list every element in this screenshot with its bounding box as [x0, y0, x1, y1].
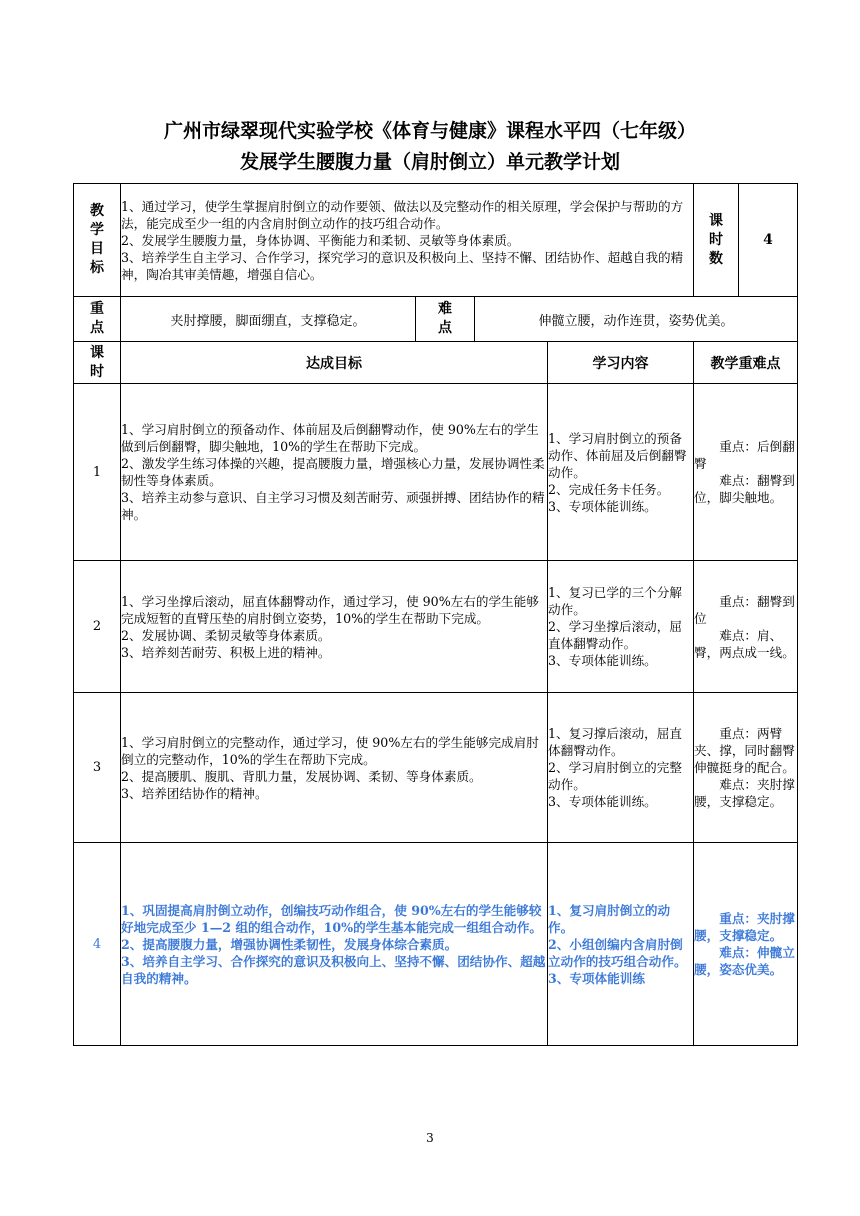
lesson-goals	[121, 384, 548, 561]
goal-line: 2、发展协调、柔韧灵敏等身体素质。	[121, 627, 331, 643]
lesson-number: 2	[74, 561, 121, 693]
goal-line: 2、提高腰肌、腹肌、背肌力量，发展协调、柔韧、等身体素质。	[121, 768, 482, 784]
goal-line: 3、培养主动参与意识、自主学习习惯及刻苦耐劳、顽强拼搏、团结协作的精神。	[121, 490, 545, 522]
label-char: 点	[90, 320, 104, 336]
lessons-header-row	[74, 342, 798, 384]
lesson-number: 4	[74, 843, 121, 1046]
lesson-row	[74, 843, 798, 1046]
lesson-content	[548, 843, 694, 1046]
label-char: 课	[709, 212, 724, 229]
content-line: 1、复习已学的三个分解动作。	[548, 585, 682, 617]
goal-line: 1、学习肩肘倒立的完整动作，通过学习，使 90%左右的学生能够完成肩肘倒立的完整动作，10%的学生在帮助下完成。	[121, 734, 539, 767]
lesson-header	[74, 342, 121, 384]
label-char: 目	[90, 241, 104, 257]
label-char: 数	[709, 250, 724, 267]
label-char: 标	[90, 260, 104, 276]
label-char: 时	[709, 231, 724, 248]
key-points-label	[74, 297, 121, 342]
unit-plan-table	[73, 183, 798, 1046]
goal-line: 1、学习坐撑后滚动，屈直体翻臀动作，通过学习，使 90%左右的学生能够完成短暂的直臂压垫的肩肘倒立姿势，10%的学生在帮助下完成。	[121, 593, 539, 626]
content-line: 1、复习撑后滚动，屈直体翻臀动作。	[548, 726, 682, 758]
content-line: 2、小组创编内含肩肘倒立动作的技巧组合动作。	[548, 936, 687, 969]
hours-value: 4	[739, 184, 798, 297]
objective-line: 3、培养学生自主学习、合作学习，探究学习的意识及积极向上、坚持不懈、团结协作、超越自我的精神，陶冶其审美情趣，增强自信心。	[121, 249, 684, 282]
page-number: 3	[426, 1131, 434, 1145]
label-char: 教	[90, 203, 104, 219]
goal-line: 3、培养自主学习、合作探究的意识及积极向上、坚持不懈、团结协作、超越自我的精神。	[121, 953, 546, 986]
content-line: 1、学习肩肘倒立的预备动作、体前屈及后倒翻臀动作。	[548, 430, 687, 480]
lesson-content	[548, 384, 694, 561]
label-char: 学	[90, 222, 104, 238]
key-points-text: 夹肘撑腰，脚面绷直，支撑稳定。	[121, 297, 416, 342]
content-line: 3、专项体能训练。	[548, 498, 657, 514]
lesson-content	[548, 693, 694, 843]
label-char: 难	[438, 301, 452, 317]
difficulty-text: 伸髋立腰，动作连贯，姿势优美。	[475, 297, 798, 342]
objectives-text	[121, 184, 694, 297]
keypoint-line: 重点：两臂夹、撑，同时翻臀伸髋挺身的配合。	[694, 726, 795, 775]
lesson-row	[74, 384, 798, 561]
keypoint-line: 难点：夹肘撑腰，支撑稳定。	[694, 777, 795, 809]
content-line: 3、专项体能训练。	[548, 653, 657, 668]
objective-line: 2、发展学生腰腹力量，身体协调、平衡能力和柔韧、灵敏等身体素质。	[121, 232, 520, 248]
keypoint-line: 重点：夹肘撑腰，支撑稳定。	[694, 911, 795, 943]
lesson-content	[548, 561, 694, 693]
objectives-label	[74, 184, 121, 297]
label-char: 时	[90, 363, 104, 380]
content-line: 3、专项体能训练	[548, 970, 645, 986]
content-line: 2、学习坐撑后滚动，屈直体翻臀动作。	[548, 619, 682, 651]
lesson-number: 3	[74, 693, 121, 843]
goal-line: 2、激发学生练习体操的兴趣，提高腰腹力量，增强核心力量，发展协调性柔韧性等身体素质。	[121, 456, 545, 488]
hours-label	[694, 184, 739, 297]
difficulty-label	[416, 297, 475, 342]
lesson-goals	[121, 843, 548, 1046]
label-char: 点	[438, 320, 452, 336]
lesson-goals	[121, 561, 548, 693]
content-line: 3、专项体能训练。	[548, 794, 657, 809]
focus-row	[74, 297, 798, 342]
goal-header: 达成目标	[121, 342, 548, 384]
goal-line: 2、提高腰腹力量，增强协调性柔韧性，发展身体综合素质。	[121, 936, 458, 952]
lesson-keypoints	[694, 561, 798, 693]
page-title-line-1: 广州市绿翠现代实验学校《体育与健康》课程水平四（七年级）	[163, 120, 696, 142]
content-line: 2、学习肩肘倒立的完整动作。	[548, 760, 682, 792]
keypoint-line: 重点：后倒翻臀	[694, 439, 795, 471]
lesson-keypoints	[694, 843, 798, 1046]
content-line: 2、完成任务卡任务。	[548, 481, 670, 497]
content-line: 1、复习肩肘倒立的动作。	[548, 902, 671, 935]
lesson-goals	[121, 693, 548, 843]
goal-line: 1、巩固提高肩肘倒立动作，创编技巧动作组合，使 90%左右的学生能够较好地完成至少 1—2 组的组合动作，10%的学生基本能完成一组组合动作。	[121, 902, 543, 935]
lesson-number: 1	[74, 384, 121, 561]
lesson-row	[74, 561, 798, 693]
keypoint-line: 难点：翻臀到位，脚尖触地。	[694, 473, 795, 505]
goal-line: 3、培养团结协作的精神。	[121, 785, 268, 801]
keypoint-line: 难点：肩、臀，两点成一线。	[694, 627, 795, 660]
objective-line: 1、通过学习，使学生掌握肩肘倒立的动作要领、做法以及完整动作的相关原理，学会保护与帮助的方法，能完成至少一组的内含肩肘倒立动作的技巧组合动作。	[121, 198, 684, 231]
objectives-row	[74, 184, 798, 297]
goal-line: 3、培养刻苦耐劳、积极上进的精神。	[121, 644, 331, 660]
keypoints-header: 教学重难点	[694, 342, 798, 384]
content-header: 学习内容	[548, 342, 694, 384]
page-title-line-2: 发展学生腰腹力量（肩肘倒立）单元教学计划	[239, 151, 620, 173]
lesson-keypoints	[694, 384, 798, 561]
goal-line: 1、学习肩肘倒立的预备动作、体前屈及后倒翻臀动作，使 90%左右的学生做到后倒翻臀，脚尖触地，10%的学生在帮助下完成。	[121, 422, 539, 454]
lesson-row	[74, 693, 798, 843]
keypoint-line: 重点：翻臀到位	[694, 593, 795, 626]
lesson-keypoints	[694, 693, 798, 843]
label-char: 课	[90, 344, 104, 361]
keypoint-line: 难点：伸髋立腰，姿态优美。	[694, 945, 795, 977]
label-char: 重	[90, 301, 104, 317]
